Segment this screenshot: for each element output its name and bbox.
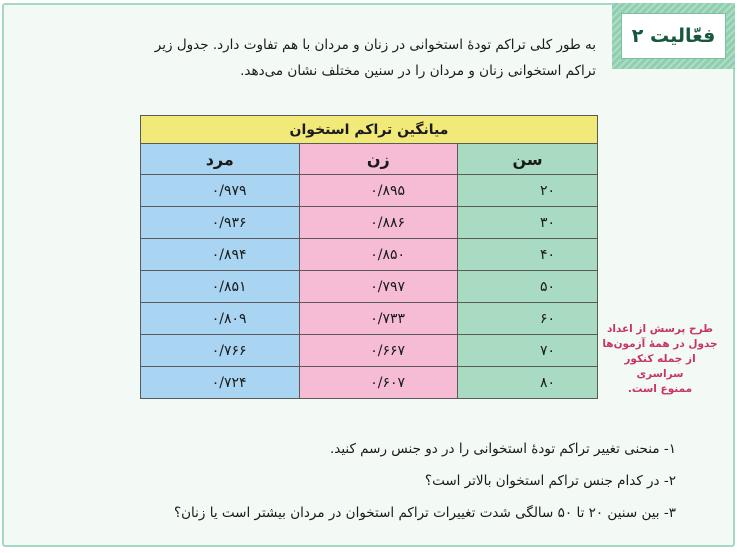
female-cell: ۰/۷۹۷ <box>299 271 458 303</box>
notice-line: ممنوع است. <box>627 383 693 395</box>
table-row <box>141 239 598 271</box>
age-cell: ۷۰ <box>458 335 598 367</box>
age-cell: ۴۰ <box>458 239 598 271</box>
male-cell: ۰/۹۳۶ <box>141 207 300 239</box>
table-row <box>141 367 598 399</box>
male-cell: ۰/۹۷۹ <box>141 175 300 207</box>
notice-line: طرح پرسش از اعداد <box>606 323 714 335</box>
age-cell: ۸۰ <box>458 367 598 399</box>
header-female: زن <box>299 144 458 175</box>
exam-notice <box>601 322 719 397</box>
notice-line: از جمله کنکور سراسری <box>624 353 696 380</box>
male-cell: ۰/۸۹۴ <box>141 239 300 271</box>
table-row <box>141 271 598 303</box>
age-cell: ۵۰ <box>458 271 598 303</box>
question-item: ۳- بین سنین ۲۰ تا ۵۰ سالگی شدت تغییرات تراکم استخوان در مردان بیشتر است یا زنان؟ <box>173 505 676 521</box>
female-cell: ۰/۷۳۳ <box>299 303 458 335</box>
table-row <box>141 175 598 207</box>
female-cell: ۰/۸۹۵ <box>299 175 458 207</box>
male-cell: ۰/۷۶۶ <box>141 335 300 367</box>
question-item: ۱- منحنی تغییر تراکم تودهٔ استخوانی را در دو جنس رسم کنید. <box>329 441 676 457</box>
table-row <box>141 303 598 335</box>
intro-paragraph: به طور کلی تراکم تودهٔ استخوانی در زنان و مردان با هم تفاوت دارد. جدول زیر تراکم استخوانی زنان و مردان را در سنین مختلف نشان می‌دهد. <box>154 37 596 79</box>
table-row <box>141 207 598 239</box>
activity-tag <box>612 3 735 69</box>
age-cell: ۶۰ <box>458 303 598 335</box>
table-row <box>141 335 598 367</box>
notice-line: جدول در همهٔ آزمون‌ها <box>602 338 718 350</box>
female-cell: ۰/۶۶۷ <box>299 335 458 367</box>
question-item: ۲- در کدام جنس تراکم استخوان بالاتر است؟ <box>424 473 676 489</box>
table-title: میانگین تراکم استخوان <box>141 116 598 144</box>
age-cell: ۲۰ <box>458 175 598 207</box>
female-cell: ۰/۸۸۶ <box>299 207 458 239</box>
male-cell: ۰/۸۵۱ <box>141 271 300 303</box>
male-cell: ۰/۸۰۹ <box>141 303 300 335</box>
female-cell: ۰/۸۵۰ <box>299 239 458 271</box>
header-male: مرد <box>141 144 300 175</box>
bone-density-table <box>140 115 598 399</box>
table-title-row <box>141 116 598 144</box>
question-list <box>76 436 676 532</box>
activity-label: فعّالیت ۲ <box>621 13 726 59</box>
female-cell: ۰/۶۰۷ <box>299 367 458 399</box>
age-cell: ۳۰ <box>458 207 598 239</box>
male-cell: ۰/۷۲۴ <box>141 367 300 399</box>
header-age: سن <box>458 144 598 175</box>
table-header-row <box>141 144 598 175</box>
